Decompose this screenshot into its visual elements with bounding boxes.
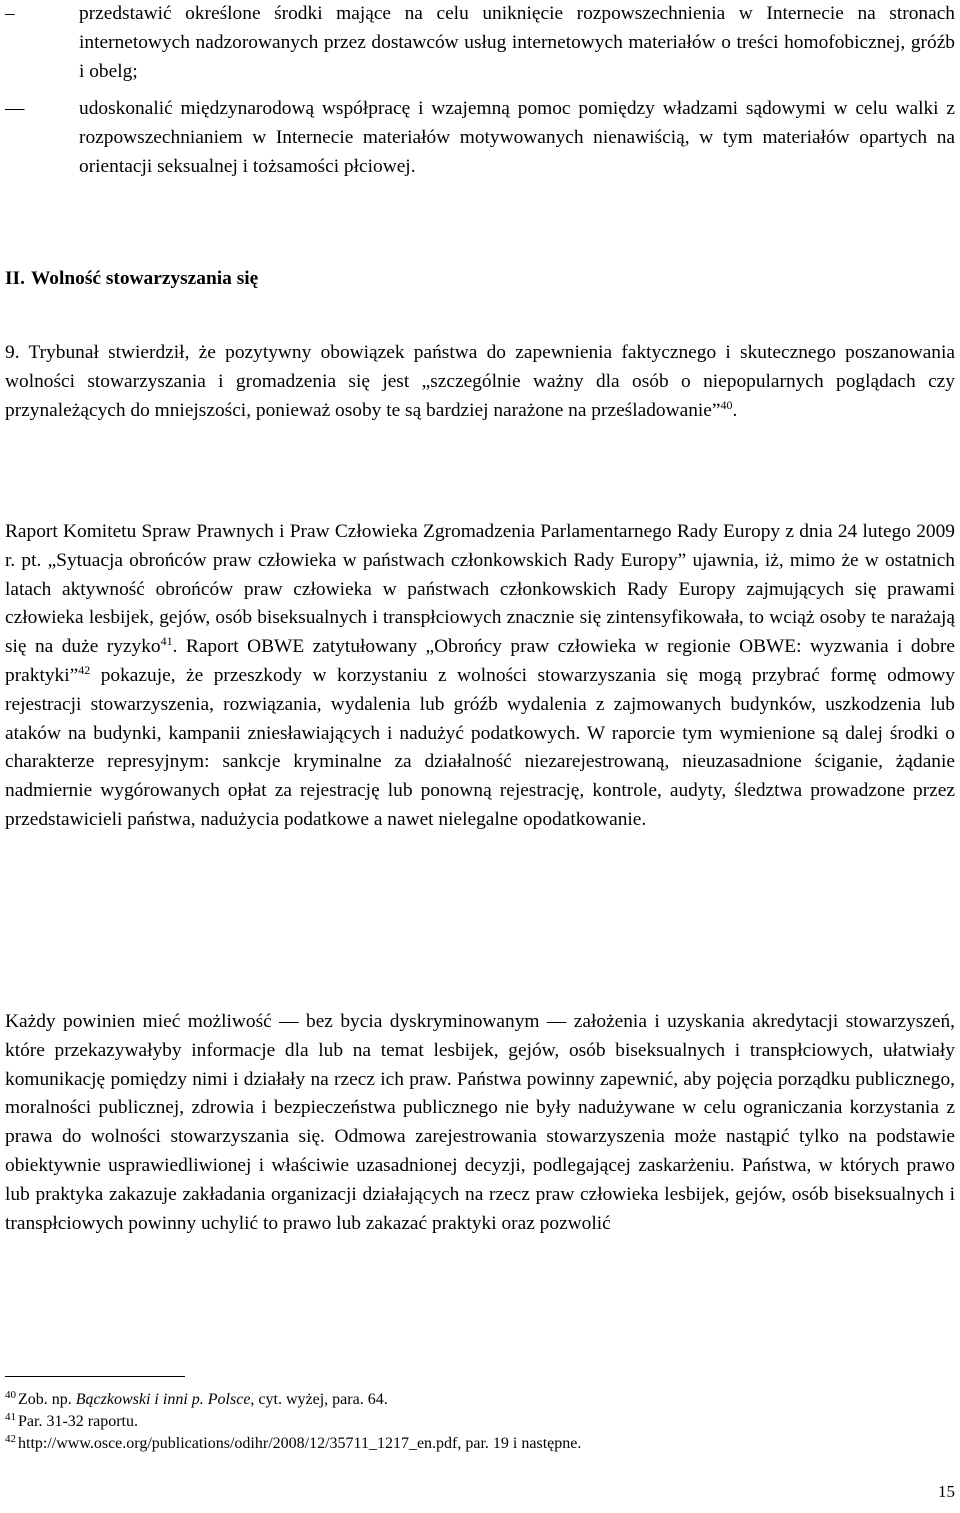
footnote-42: [5, 1433, 955, 1455]
paragraph-end: .: [732, 399, 738, 421]
paragraph-text: Każdy powinien mieć możliwość — bez bycia dyskryminowanym — założenia i uzyskania akredytacji stowarzyszeń, które przekazywałyby informacje dla lub na temat lesbijek, gejów, osób biseksualnych i transpłciowych, ułatwiały komunikację pomiędzy nimi i działały na rzecz ich praw. Państwa powinny zapewnić, aby pojęcia porządku publicznego, moralności publicznej, zdrowia i bezpieczeństwa publicznego nie były nadużywane w celu ograniczania korzystania z prawa do wolności stowarzyszania się. Odmowa zarejestrowania stowarzyszenia może nastąpić tylko na podstawie obiektywnie usprawiedliwionej i właściwie uzasadnionej decyzji, podlegającej zaskarżeniu. Państwa, w których prawo lub praktyka zakazuje zakładania organizacji działających na rzecz praw człowieka lesbijek, gejów, osób biseksualnych i transpłciowych powinny uchylić to prawo lub zakazać praktyki oraz pozwolić: [5, 1011, 955, 1234]
footnote-text: Zob. np.: [18, 1391, 76, 1408]
footnote-40: [5, 1389, 955, 1411]
list-item-text: przedstawić określone środki mające na celu uniknięcie rozpowszechnienia w Internecie na stronach internetowych nadzorowanych przez dostawców usług internetowych materiałów o treści homofobicznej, gróźb i obelg;: [79, 3, 955, 82]
section-title: Wolność stowarzyszania się: [30, 268, 259, 289]
list-dash: –: [5, 3, 15, 24]
paragraph-text-part2: . Raport OBWE zatytułowany „Obrońcy praw człowieka w regionie OBWE: wyzwania i dobre praktyki”: [5, 636, 955, 686]
footnote-41: [5, 1411, 955, 1433]
list-item: [5, 95, 955, 181]
paragraph-9: [5, 339, 955, 425]
footnote-ref-40[interactable]: 40: [720, 397, 733, 412]
footnote-number: 42: [5, 1433, 16, 1445]
footnote-ref-42[interactable]: 42: [78, 662, 91, 677]
list-dash: —: [5, 98, 25, 119]
paragraph-text: 9. Trybunał stwierdził, że pozytywny obowiązek państwa do zapewnienia faktycznego i skutecznego poszanowania wolności stowarzyszania i gromadzenia się jest „szczególnie ważny dla osób o niepopularnych poglądach czy przynależących do mniejszości, ponieważ osoby te są bardziej narażone na prześladowanie”: [5, 342, 955, 421]
section-number: II.: [5, 268, 25, 289]
footnote-case-name: Bączkowski i inni p. Polsce: [75, 1391, 251, 1408]
footnote-number: 40: [5, 1389, 16, 1401]
paragraph-text-part1: Raport Komitetu Spraw Prawnych i Praw Człowieka Zgromadzenia Parlamentarnego Rady Europy z dnia 24 lutego 2009 r. pt. „Sytuacja obrońców praw człowieka w państwach członkowskich Rady Europy” ujawnia, iż, mimo że w ostatnich latach aktywność obrońców praw człowieka w państwach członkowskich Rady Europy zajmujących się prawami człowieka lesbijek, gejów, osób biseksualnych i transpłciowych znacznie się zintensyfikowała, to wciąż osoby te narażają się na duże ryzyko: [5, 521, 955, 658]
paragraph-report: [5, 518, 955, 835]
footnote-ref-41[interactable]: 41: [160, 634, 173, 649]
list-item: [5, 0, 955, 86]
section-heading: [5, 268, 258, 290]
footnotes: [5, 1389, 955, 1455]
footnote-number: 41: [5, 1411, 16, 1423]
paragraph-text-part3: pokazuje, że przeszkody w korzystaniu z wolności stowarzyszania się mogą przybrać formę odmowy rejestracji stowarzyszenia, rozwiązania, wydalenia lub gróźb wydalenia z zajmowanych budynków, uszkodzenia lub ataków na budynki, kampanii zniesławiających i nadużyć podatkowych. W raporcie tym wymienione są dalej środki o charakterze represyjnym: sankcje kryminalne za działalność niezarejestrowaną, nieuzasadnione ściganie, żądanie nadmiernie wygórowanych opłat za rejestrację lub ponowną rejestrację, kontrole, audyty, śledztwa prowadzone przez przedstawicieli państwa, nadużycia podatkowe a nawet nielegalne opodatkowanie.: [5, 664, 955, 830]
list-item-text: udoskonalić międzynarodową współpracę i wzajemną pomoc pomiędzy władzami sądowymi w celu walki z rozpowszechnianiem w Internecie materiałów motywowanych nienawiścią, w tym materiałów opartych na orientacji seksualnej i tożsamości płciowej.: [79, 98, 955, 177]
page-number: 15: [938, 1482, 955, 1501]
paragraph-everyone: [5, 1008, 955, 1238]
footnote-link[interactable]: http://www.osce.org/publications/odihr/2008/12/35711_1217_en.pdf, par. 19 i następne.: [18, 1435, 582, 1452]
footnote-text: Par. 31-32 raportu.: [18, 1413, 138, 1430]
footnote-text-end: , cyt. wyżej, para. 64.: [250, 1391, 388, 1408]
footnote-separator: [5, 1376, 185, 1377]
